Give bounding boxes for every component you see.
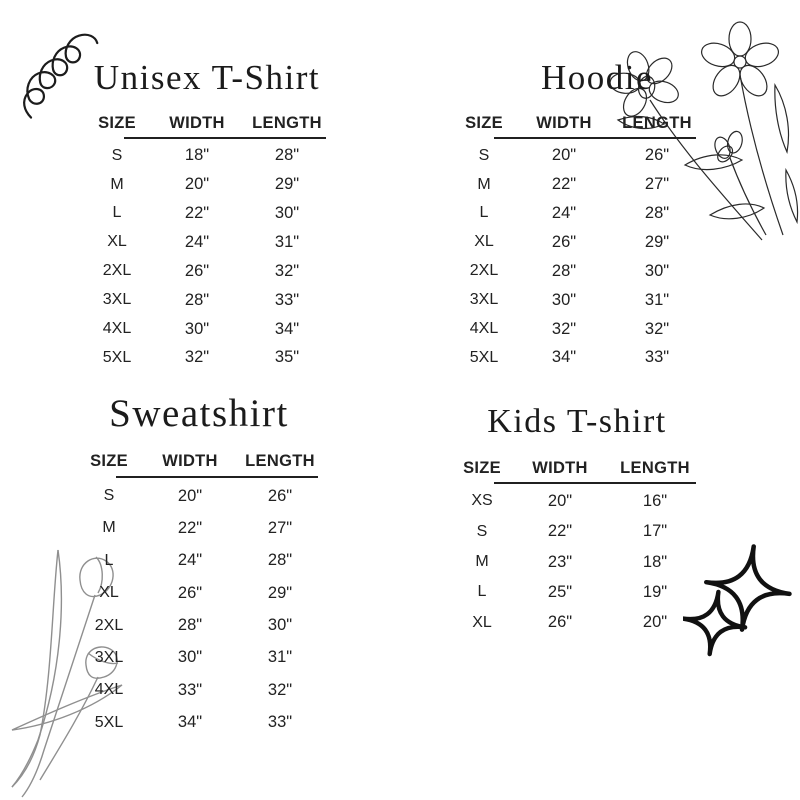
size-label: 3XL xyxy=(469,291,499,309)
table-row xyxy=(80,228,334,257)
width-value: 30" xyxy=(551,290,577,309)
table-row xyxy=(450,199,704,228)
length-value: 26" xyxy=(267,486,293,505)
size-label: M xyxy=(475,553,489,571)
header-divider xyxy=(494,482,696,484)
length-value: 28" xyxy=(644,203,670,222)
table-title: Kids T-shirt xyxy=(487,403,667,440)
size-label: L xyxy=(112,204,122,222)
size-label: XS xyxy=(471,492,493,510)
length-value: 31" xyxy=(274,232,300,251)
table-row xyxy=(80,170,334,199)
length-value: 17" xyxy=(642,522,668,541)
size-label: XL xyxy=(99,584,119,602)
table-row xyxy=(450,608,704,638)
size-label: S xyxy=(478,146,490,164)
column-header: LENGTH xyxy=(622,113,692,132)
width-value: 20" xyxy=(551,146,577,165)
column-header: SIZE xyxy=(90,452,128,471)
length-value: 32" xyxy=(274,261,300,280)
table-row xyxy=(450,577,704,607)
table-title: Sweatshirt xyxy=(109,392,289,435)
width-value: 26" xyxy=(184,261,210,280)
length-value: 20" xyxy=(642,613,668,632)
size-label: 5XL xyxy=(102,348,132,366)
width-value: 24" xyxy=(184,232,210,251)
table-row xyxy=(80,257,334,286)
unisex-tshirt-size-table xyxy=(80,58,334,372)
size-label: 2XL xyxy=(102,262,132,280)
size-label: 3XL xyxy=(94,648,124,666)
size-label: S xyxy=(476,522,488,540)
width-value: 23" xyxy=(547,552,573,571)
column-header: SIZE xyxy=(98,113,136,132)
sweatshirt-size-table xyxy=(72,392,326,739)
table-row xyxy=(72,512,326,544)
length-value: 28" xyxy=(274,146,300,165)
size-label: 5XL xyxy=(94,713,124,731)
header-divider xyxy=(116,476,318,478)
width-value: 22" xyxy=(551,175,577,194)
length-value: 19" xyxy=(642,582,668,601)
table-row xyxy=(450,486,704,516)
table-body xyxy=(450,141,704,372)
length-value: 33" xyxy=(267,713,293,732)
table-body xyxy=(80,141,334,372)
length-value: 31" xyxy=(644,290,670,309)
size-label: XL xyxy=(474,233,494,251)
width-value: 22" xyxy=(547,522,573,541)
table-row xyxy=(450,516,704,546)
width-value: 24" xyxy=(177,551,203,570)
table-row xyxy=(450,343,704,372)
length-value: 30" xyxy=(274,203,300,222)
length-value: 29" xyxy=(274,175,300,194)
width-value: 26" xyxy=(547,613,573,632)
length-value: 33" xyxy=(274,290,300,309)
width-value: 22" xyxy=(184,203,210,222)
table-row xyxy=(72,674,326,706)
size-label: M xyxy=(110,175,124,193)
table-head xyxy=(450,453,704,483)
width-value: 20" xyxy=(184,175,210,194)
table-row xyxy=(450,170,704,199)
table-row xyxy=(80,141,334,170)
header-divider xyxy=(494,137,696,139)
size-label: XL xyxy=(472,613,492,631)
width-value: 33" xyxy=(177,680,203,699)
table-row xyxy=(80,199,334,228)
width-value: 20" xyxy=(547,491,573,510)
column-header: WIDTH xyxy=(536,113,592,132)
size-label: XL xyxy=(107,233,127,251)
size-label: M xyxy=(102,519,116,537)
width-value: 24" xyxy=(551,203,577,222)
table-row xyxy=(72,480,326,512)
column-header: WIDTH xyxy=(162,452,218,471)
table-row xyxy=(72,707,326,739)
length-value: 32" xyxy=(267,680,293,699)
column-header: LENGTH xyxy=(245,452,315,471)
length-value: 27" xyxy=(267,518,293,537)
length-value: 29" xyxy=(644,232,670,251)
length-value: 30" xyxy=(644,261,670,280)
column-header: LENGTH xyxy=(620,458,690,477)
length-value: 28" xyxy=(267,551,293,570)
length-value: 18" xyxy=(642,552,668,571)
table-row xyxy=(450,547,704,577)
size-label: 4XL xyxy=(469,320,499,338)
size-label: L xyxy=(104,551,114,569)
table-head xyxy=(80,108,334,138)
kids-tshirt-size-table xyxy=(450,402,704,638)
width-value: 26" xyxy=(551,232,577,251)
length-value: 30" xyxy=(267,616,293,635)
table-body xyxy=(450,486,704,638)
width-value: 22" xyxy=(177,518,203,537)
width-value: 28" xyxy=(184,290,210,309)
size-label: 4XL xyxy=(94,681,124,699)
table-title: Hoodie xyxy=(540,58,654,97)
table-row xyxy=(450,286,704,315)
width-value: 34" xyxy=(551,348,577,367)
table-row xyxy=(450,257,704,286)
column-header: WIDTH xyxy=(532,458,588,477)
table-row xyxy=(80,286,334,315)
size-label: L xyxy=(477,583,487,601)
width-value: 26" xyxy=(177,583,203,602)
column-header: SIZE xyxy=(465,113,503,132)
length-value: 33" xyxy=(644,348,670,367)
hoodie-size-table xyxy=(450,58,704,372)
table-row xyxy=(80,343,334,372)
width-value: 30" xyxy=(177,648,203,667)
width-value: 30" xyxy=(184,319,210,338)
table-head xyxy=(450,108,704,138)
width-value: 28" xyxy=(177,616,203,635)
size-label: 2XL xyxy=(94,616,124,634)
table-row xyxy=(72,642,326,674)
size-label: M xyxy=(477,175,491,193)
table-row xyxy=(450,315,704,344)
table-body xyxy=(72,480,326,739)
width-value: 18" xyxy=(184,146,210,165)
length-value: 27" xyxy=(644,175,670,194)
length-value: 34" xyxy=(274,319,300,338)
table-row xyxy=(72,577,326,609)
length-value: 29" xyxy=(267,583,293,602)
column-header: WIDTH xyxy=(169,113,225,132)
length-value: 35" xyxy=(274,348,300,367)
table-title: Unisex T-Shirt xyxy=(93,58,321,97)
width-value: 34" xyxy=(177,713,203,732)
size-label: L xyxy=(479,204,489,222)
table-row xyxy=(450,228,704,257)
table-row xyxy=(72,609,326,641)
header-divider xyxy=(124,137,326,139)
size-label: S xyxy=(111,146,123,164)
width-value: 32" xyxy=(551,319,577,338)
width-value: 20" xyxy=(177,486,203,505)
column-header: SIZE xyxy=(463,458,501,477)
size-label: 4XL xyxy=(102,320,132,338)
width-value: 28" xyxy=(551,261,577,280)
table-row xyxy=(80,315,334,344)
width-value: 25" xyxy=(547,582,573,601)
width-value: 32" xyxy=(184,348,210,367)
column-header: LENGTH xyxy=(252,113,322,132)
length-value: 26" xyxy=(644,146,670,165)
length-value: 32" xyxy=(644,319,670,338)
table-head xyxy=(72,447,326,477)
size-label: 3XL xyxy=(102,291,132,309)
size-label: 2XL xyxy=(469,262,499,280)
size-label: 5XL xyxy=(469,348,499,366)
table-row xyxy=(72,545,326,577)
size-label: S xyxy=(103,487,115,505)
length-value: 31" xyxy=(267,648,293,667)
length-value: 16" xyxy=(642,491,668,510)
table-row xyxy=(450,141,704,170)
